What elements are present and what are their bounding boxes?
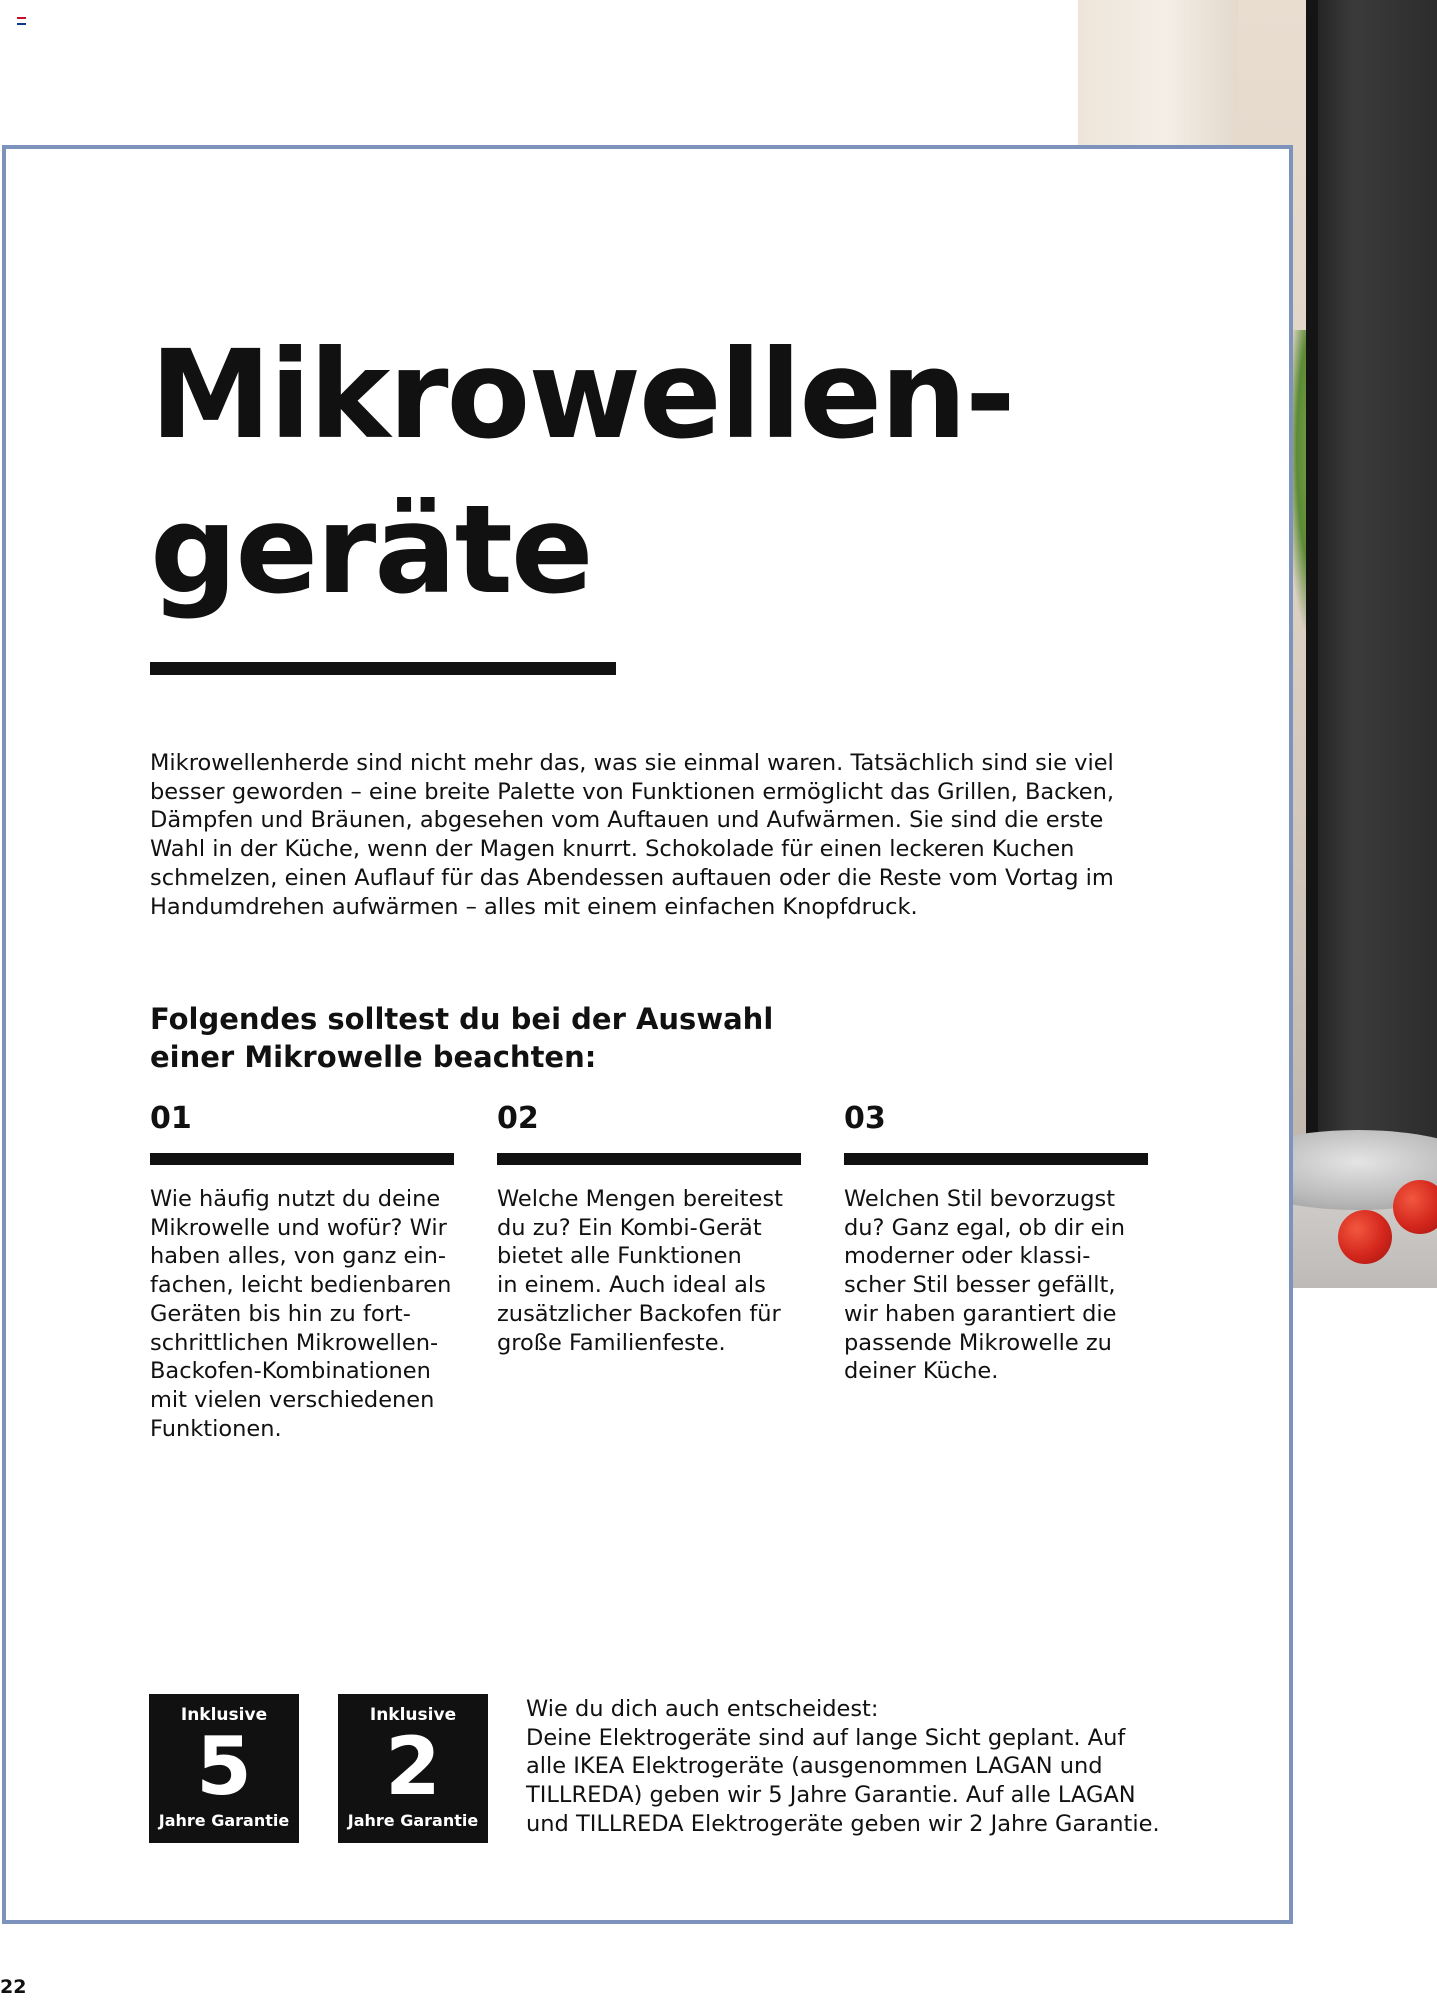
warranty-line: Deine Elektrogeräte sind auf lange Sicht geplant. Auf	[526, 1724, 1126, 1751]
intro-line: Handumdrehen aufwärmen – alles mit einem einfachen Knopfdruck.	[150, 893, 918, 920]
tip-line: wir haben garantiert die	[844, 1300, 1117, 1327]
tip-line: moderner oder klassi-	[844, 1243, 1091, 1270]
intro-line: Dämpfen und Bräunen, abgesehen vom Auftauen und Aufwärmen. Sie sind die erste	[150, 807, 1104, 834]
tip-line: Welchen Stil bevorzugst	[844, 1186, 1116, 1212]
page-number: 22	[0, 1976, 27, 1998]
tip-line: bietet alle Funktionen	[497, 1243, 742, 1270]
tip-line: Welche Mengen bereitest	[497, 1186, 783, 1212]
intro-line: Wahl in der Küche, wenn der Magen knurrt. Schokolade für einen leckeren Kuchen	[150, 836, 1075, 863]
tip-line: du zu? Ein Kombi-Gerät	[497, 1214, 762, 1241]
tip-line: Backofen-Kombinationen	[150, 1358, 431, 1385]
tip-column-02	[497, 1097, 801, 1357]
tip-line: Wie häufig nutzt du deine	[150, 1186, 441, 1212]
title-line-1: Mikrowellen-	[150, 324, 1014, 466]
warranty-badge-2	[338, 1694, 488, 1843]
tip-line: fachen, leicht bedienbaren	[150, 1272, 452, 1299]
page-title	[150, 318, 1014, 628]
photo-tomato	[1338, 1210, 1392, 1264]
tip-line: scher Stil besser gefällt,	[844, 1272, 1116, 1299]
badge-top-label: Inklusive	[180, 1705, 268, 1725]
tip-line: große Familienfeste.	[497, 1329, 726, 1356]
section-heading-line-2: einer Mikrowelle beachten:	[150, 1040, 597, 1074]
tip-rule	[150, 1153, 454, 1165]
tip-line: haben alles, von ganz ein-	[150, 1243, 447, 1270]
warranty-line: alle IKEA Elektrogeräte (ausgenommen LAGAN und	[526, 1753, 1103, 1780]
photo-microwave-door	[1318, 0, 1437, 1145]
tip-line: Funktionen.	[150, 1415, 282, 1442]
tip-number: 01	[150, 1101, 192, 1136]
badge-years: 5	[196, 1720, 252, 1813]
intro-line: besser geworden – eine breite Palette von Funktionen ermöglicht das Grillen, Backen,	[150, 778, 1115, 805]
tip-column-01	[150, 1097, 454, 1443]
tip-text	[844, 1185, 1148, 1386]
tip-line: zusätzlicher Backofen für	[497, 1300, 781, 1327]
tip-rule	[844, 1153, 1148, 1165]
tip-line: Geräten bis hin zu fort-	[150, 1300, 411, 1327]
warranty-line: Wie du dich auch entscheidest:	[526, 1696, 879, 1722]
tip-line: du? Ganz egal, ob dir ein	[844, 1214, 1126, 1241]
title-line-2: geräte	[150, 479, 592, 621]
badge-bottom-label: Jahre Garantie	[347, 1811, 479, 1830]
tip-line: deiner Küche.	[844, 1358, 999, 1385]
badge-top-label: Inklusive	[369, 1705, 457, 1725]
badge-bottom-label: Jahre Garantie	[158, 1811, 290, 1830]
tip-line: in einem. Auch ideal als	[497, 1272, 766, 1299]
section-heading-line-1: Folgendes solltest du bei der Auswahl	[150, 1002, 774, 1036]
tip-number: 03	[844, 1101, 886, 1136]
badge-years: 2	[385, 1720, 441, 1813]
section-heading	[150, 1000, 773, 1076]
intro-line: schmelzen, einen Auflauf für das Abendessen auftauen oder die Reste vom Vortag im	[150, 864, 1114, 891]
intro-paragraph	[150, 749, 1150, 921]
tip-column-03	[844, 1097, 1148, 1386]
tip-line: mit vielen verschiedenen	[150, 1386, 435, 1413]
tip-line: schrittlichen Mikrowellen-	[150, 1329, 439, 1356]
tip-text	[150, 1185, 454, 1443]
warranty-text	[526, 1695, 1166, 1839]
tip-line: passende Mikrowelle zu	[844, 1329, 1112, 1356]
warranty-badge-5	[149, 1694, 299, 1843]
intro-line: Mikrowellenherde sind nicht mehr das, was sie einmal waren. Tatsächlich sind sie viel	[150, 750, 1114, 776]
tip-number: 02	[497, 1101, 539, 1136]
tip-rule	[497, 1153, 801, 1165]
warranty-line: und TILLREDA Elektrogeräte geben wir 2 Jahre Garantie.	[526, 1810, 1160, 1837]
tip-text	[497, 1185, 801, 1357]
tip-line: Mikrowelle und wofür? Wir	[150, 1214, 447, 1241]
flag-icon	[17, 17, 26, 24]
title-underline	[150, 662, 616, 675]
warranty-line: TILLREDA) geben wir 5 Jahre Garantie. Auf alle LAGAN	[526, 1782, 1136, 1809]
